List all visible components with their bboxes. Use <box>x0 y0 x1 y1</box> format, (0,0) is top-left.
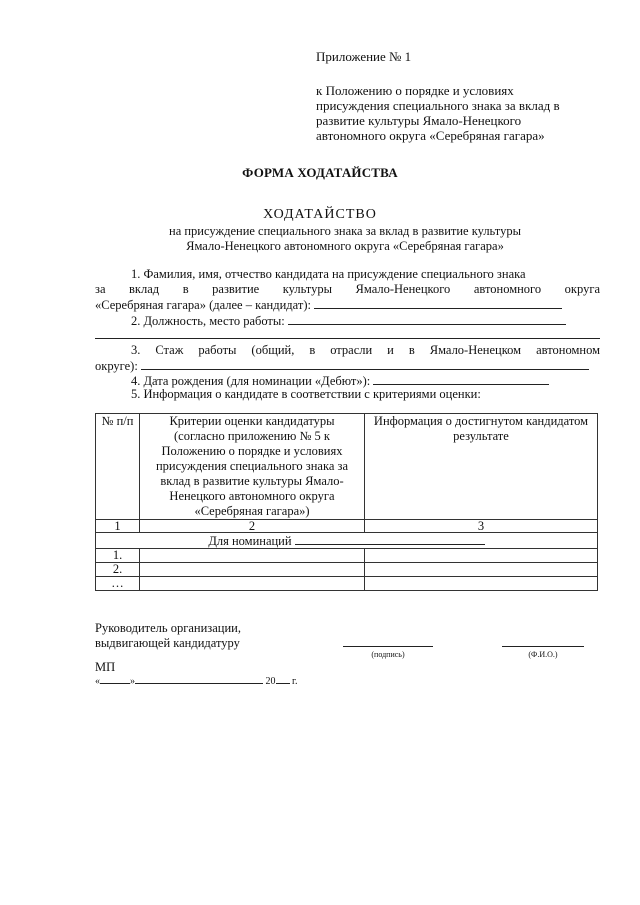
date-open-quote: « <box>95 676 100 687</box>
item-2 <box>131 313 601 329</box>
row-number: 2. <box>96 563 140 577</box>
table-row <box>96 549 598 563</box>
head-label-2: выдвигающей кандидатуру <box>95 636 240 650</box>
annex-number: Приложение № 1 <box>316 49 412 64</box>
col-number-1: 1 <box>96 520 140 533</box>
birth-date-field[interactable] <box>373 373 549 385</box>
signature-caption: (подпись) <box>371 650 405 659</box>
head-label-1: Руководитель организации, <box>95 621 241 635</box>
nomination-cell <box>96 533 598 549</box>
petition-subtitle <box>0 224 640 254</box>
col-number-2: 2 <box>140 520 365 533</box>
item-4-label: 4. Дата рождения (для номинации «Дебют»): <box>131 374 371 388</box>
row-number: 1. <box>96 549 140 563</box>
table-row <box>96 577 598 591</box>
candidate-name-field[interactable] <box>314 297 562 309</box>
row-criteria-cell[interactable] <box>140 563 365 577</box>
date-close-quote: » <box>130 676 135 687</box>
full-name-caption: (Ф.И.О.) <box>528 650 558 659</box>
item-1-line-2: за вклад в развитие культуры Ямало-Ненецкого автономного округа <box>95 282 600 296</box>
nomination-row <box>96 533 598 549</box>
nomination-field[interactable] <box>295 533 485 545</box>
item-3-label: округе): <box>95 359 138 373</box>
table-numbers-row <box>96 520 598 533</box>
petition-title: ХОДАТАЙСТВО <box>263 207 377 222</box>
item-1-line-3 <box>95 297 600 313</box>
item-1-label: «Серебряная гагара» (далее – кандидат): <box>95 298 311 312</box>
annex-line: развитие культуры Ямало-Ненецкого <box>316 113 522 128</box>
header-number: № п/п <box>96 414 140 520</box>
nomination-label: Для номинаций <box>208 534 292 548</box>
row-criteria-cell[interactable] <box>140 549 365 563</box>
petition-subtitle-line: Ямало-Ненецкого автономного округа «Серебряная гагара» <box>186 239 504 253</box>
full-name-field[interactable] <box>502 646 584 647</box>
table-row <box>96 563 598 577</box>
row-number: … <box>96 577 140 591</box>
date-year-field[interactable] <box>276 674 290 684</box>
table-header-row <box>96 414 598 520</box>
row-criteria-cell[interactable] <box>140 577 365 591</box>
col-number-3: 3 <box>365 520 598 533</box>
date-day-field[interactable] <box>100 674 130 684</box>
criteria-table <box>95 413 598 591</box>
annex-line: к Положению о порядке и условиях <box>316 83 514 98</box>
position-field[interactable] <box>288 313 566 325</box>
row-result-cell[interactable] <box>365 577 598 591</box>
date-line <box>95 674 297 688</box>
annex-line: присуждения специального знака за вклад в <box>316 98 560 113</box>
stamp-label: МП <box>95 660 116 674</box>
date-month-field[interactable] <box>135 674 263 684</box>
form-title: ФОРМА ХОДАТАЙСТВА <box>242 165 398 180</box>
work-experience-field[interactable] <box>141 358 589 370</box>
item-3-line-1: 3. Стаж работы (общий, в отрасли и в Ямало-Ненецком автономном <box>131 343 600 357</box>
item-5: 5. Информация о кандидате в соответствии с критериями оценки: <box>131 387 481 401</box>
header-criteria: Критерии оценки кандидатуры (согласно приложению № 5 к Положению о порядке и условиях присуждения специального знака за вклад в развитие культуры Ямало-Ненецкого автономного округа «Серебряная гагара») <box>140 414 365 520</box>
row-result-cell[interactable] <box>365 563 598 577</box>
item-1-line-1: 1. Фамилия, имя, отчество кандидата на присуждение специального знака <box>131 267 526 281</box>
position-field-continuation[interactable] <box>95 338 600 339</box>
annex-line: автономного округа «Серебряная гагара» <box>316 128 545 143</box>
petition-subtitle-line: на присуждение специального знака за вклад в развитие культуры <box>169 224 521 238</box>
row-result-cell[interactable] <box>365 549 598 563</box>
date-year-prefix: 20 <box>265 676 276 687</box>
item-2-label: 2. Должность, место работы: <box>131 314 285 328</box>
header-result: Информация о достигнутом кандидатом результате <box>365 414 598 520</box>
item-3-line-2 <box>95 358 600 374</box>
annex-header <box>316 49 616 143</box>
date-suffix: г. <box>292 676 298 687</box>
signature-field[interactable] <box>343 646 433 647</box>
